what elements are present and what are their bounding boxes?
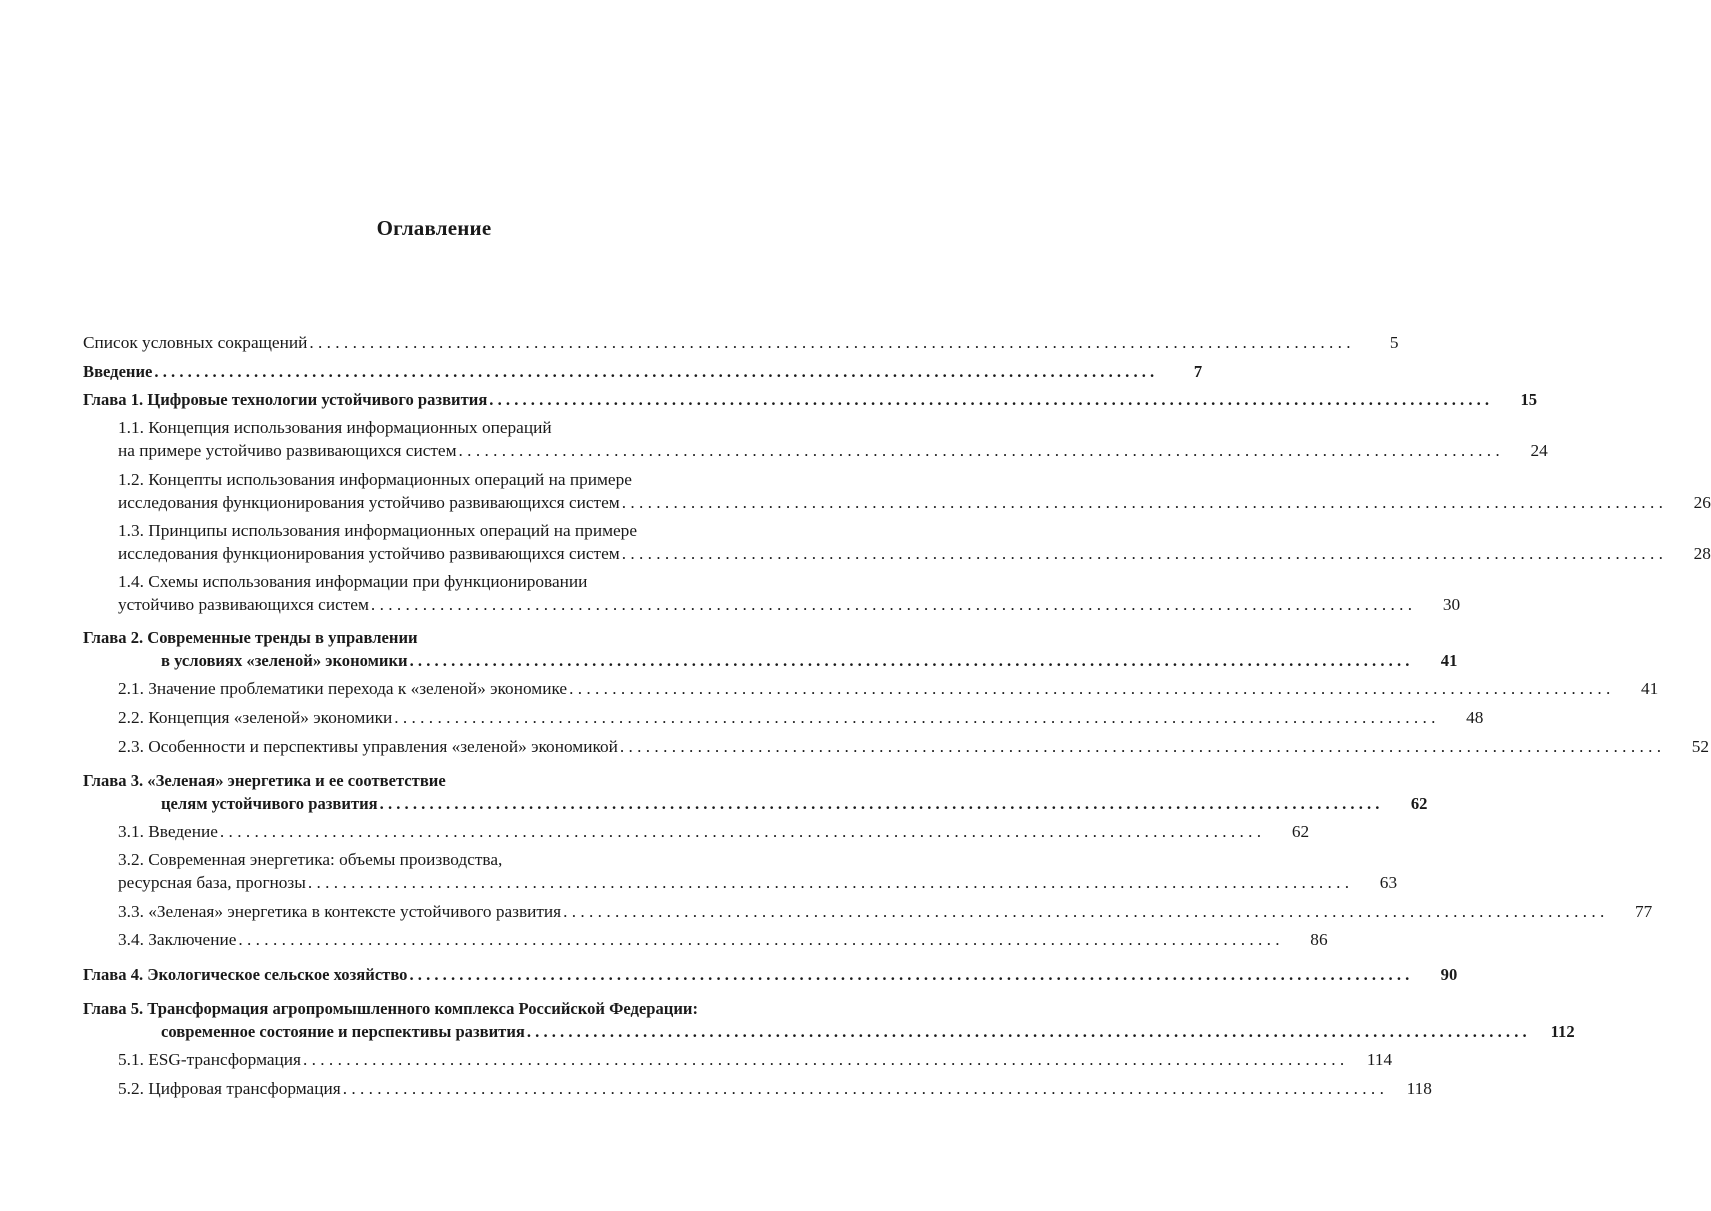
- toc-entry-text: в условиях «зеленой» экономики: [161, 651, 408, 670]
- toc-entry-text: 2.1. Значение проблематики перехода к «зеленой» экономике: [118, 679, 568, 698]
- leader-dots: [569, 677, 1610, 700]
- toc-entry-text: Введение: [83, 362, 153, 381]
- toc-entry-text: Глава 4. Экологическое сельское хозяйство: [83, 965, 408, 984]
- toc-page-number: 112: [1550, 1022, 1575, 1041]
- toc-entry-abbreviations[interactable]: [83, 331, 1399, 354]
- toc-page-number: 15: [1520, 390, 1538, 409]
- toc-entry-first-line: 1.3. Принципы использования информационных операций на примере: [118, 521, 637, 540]
- toc-entry-text: 2.3. Особенности и перспективы управления «зеленой» экономикой: [118, 737, 618, 756]
- toc-page-number: 24: [1530, 441, 1548, 460]
- leader-dots: [409, 963, 1409, 986]
- toc-entry-chapter-2[interactable]: [83, 626, 1458, 672]
- toc-page-number: 52: [1691, 737, 1710, 756]
- toc-entry-text: устойчиво развивающихся систем: [118, 595, 369, 614]
- leader-dots: [154, 360, 1154, 383]
- toc-entry-text: 5.2. Цифровая трансформация: [118, 1079, 341, 1098]
- toc-entry-section-1-3[interactable]: [83, 519, 1711, 565]
- toc-entry-section-2-3[interactable]: [83, 735, 1710, 758]
- toc-entry-text: 3.1. Введение: [118, 822, 218, 841]
- toc-entry-section-2-1[interactable]: [83, 677, 1659, 700]
- toc-page-number: 114: [1366, 1050, 1393, 1069]
- toc-page-number: 5: [1389, 333, 1399, 352]
- toc-entry-section-3-4[interactable]: [83, 928, 1328, 951]
- leader-dots: [308, 871, 1349, 894]
- leader-dots: [303, 1048, 1344, 1071]
- toc-entry-introduction[interactable]: [83, 360, 1203, 383]
- toc-entry-text: Глава 1. Цифровые технологии устойчивого развития: [83, 390, 488, 409]
- leader-dots: [394, 706, 1435, 729]
- leader-dots: [622, 542, 1663, 565]
- leader-dots: [220, 820, 1261, 843]
- toc-entry-first-line: 3.2. Современная энергетика: объемы производства,: [118, 850, 503, 869]
- toc-entry-text: исследования функционирования устойчиво развивающихся систем: [118, 493, 620, 512]
- toc-entry-text: Список условных сокращений: [83, 333, 308, 352]
- leader-dots: [410, 649, 1410, 672]
- toc-entry-section-3-2[interactable]: [83, 848, 1398, 894]
- toc-entry-first-line: 1.4. Схемы использования информации при функционировании: [118, 572, 588, 591]
- toc-page-number: 118: [1406, 1079, 1432, 1098]
- leader-dots: [380, 792, 1380, 815]
- toc-entry-section-1-2[interactable]: [83, 468, 1711, 514]
- toc-page-number: 86: [1310, 930, 1328, 949]
- toc-entry-first-line: 1.1. Концепция использования информационных операций: [118, 418, 552, 437]
- toc-entry-section-5-2[interactable]: [83, 1077, 1432, 1100]
- toc-page-number: 28: [1693, 544, 1711, 563]
- toc-entry-text: на примере устойчиво развивающихся систем: [118, 441, 457, 460]
- toc-entry-chapter-5[interactable]: [83, 997, 1575, 1043]
- toc-entry-first-line: Глава 5. Трансформация агропромышленного комплекса Российской Федерации:: [83, 999, 699, 1018]
- toc-page-number: 41: [1440, 651, 1458, 670]
- leader-dots: [622, 491, 1663, 514]
- toc-page-number: 77: [1635, 902, 1653, 921]
- toc-entry-text: 2.2. Концепция «зеленой» экономики: [118, 708, 393, 727]
- leader-dots: [620, 735, 1661, 758]
- toc-page-number: 48: [1466, 708, 1484, 727]
- toc-page-number: 63: [1379, 873, 1398, 892]
- toc-entry-section-1-1[interactable]: [83, 416, 1548, 462]
- toc-entry-section-3-1[interactable]: [83, 820, 1310, 843]
- toc-page-number: 90: [1440, 965, 1458, 984]
- toc-entry-text: ресурсная база, прогнозы: [118, 873, 306, 892]
- toc-entry-first-line: Глава 2. Современные тренды в управлении: [83, 628, 418, 647]
- toc-entry-text: современное состояние и перспективы развития: [161, 1022, 525, 1041]
- toc-entry-section-1-4[interactable]: [83, 570, 1461, 616]
- toc-entry-text: 3.4. Заключение: [118, 930, 237, 949]
- leader-dots: [563, 900, 1604, 923]
- toc-entry-text: исследования функционирования устойчиво развивающихся систем: [118, 544, 620, 563]
- toc-entry-chapter-3[interactable]: [83, 769, 1428, 815]
- toc-page-number: 30: [1442, 595, 1461, 614]
- toc-page-number: 62: [1410, 794, 1428, 813]
- leader-dots: [459, 439, 1500, 462]
- leader-dots: [343, 1077, 1384, 1100]
- leader-dots: [371, 593, 1412, 616]
- toc-entry-chapter-4[interactable]: [83, 963, 1458, 986]
- leader-dots: [489, 388, 1489, 411]
- leader-dots: [309, 331, 1350, 354]
- leader-dots: [527, 1020, 1527, 1043]
- toc-entry-first-line: 1.2. Концепты использования информационных операций на примере: [118, 470, 632, 489]
- toc-entry-text: 3.3. «Зеленая» энергетика в контексте устойчивого развития: [118, 902, 562, 921]
- toc-page-number: 26: [1693, 493, 1711, 512]
- toc-page-number: 41: [1641, 679, 1659, 698]
- toc-entry-section-3-3[interactable]: [83, 900, 1653, 923]
- leader-dots: [238, 928, 1279, 951]
- toc-entry-first-line: Глава 3. «Зеленая» энергетика и ее соответствие: [83, 771, 446, 790]
- page-title: Оглавление: [376, 216, 492, 240]
- toc-entry-section-2-2[interactable]: [83, 706, 1484, 729]
- toc-page-number: 62: [1291, 822, 1310, 841]
- toc-entry-text: целям устойчивого развития: [161, 794, 378, 813]
- toc-entry-text: 5.1. ESG-трансформация: [118, 1050, 301, 1069]
- toc-entry-chapter-1[interactable]: [83, 388, 1538, 411]
- toc-page-number: 7: [1193, 362, 1203, 381]
- toc-entry-section-5-1[interactable]: [83, 1048, 1393, 1071]
